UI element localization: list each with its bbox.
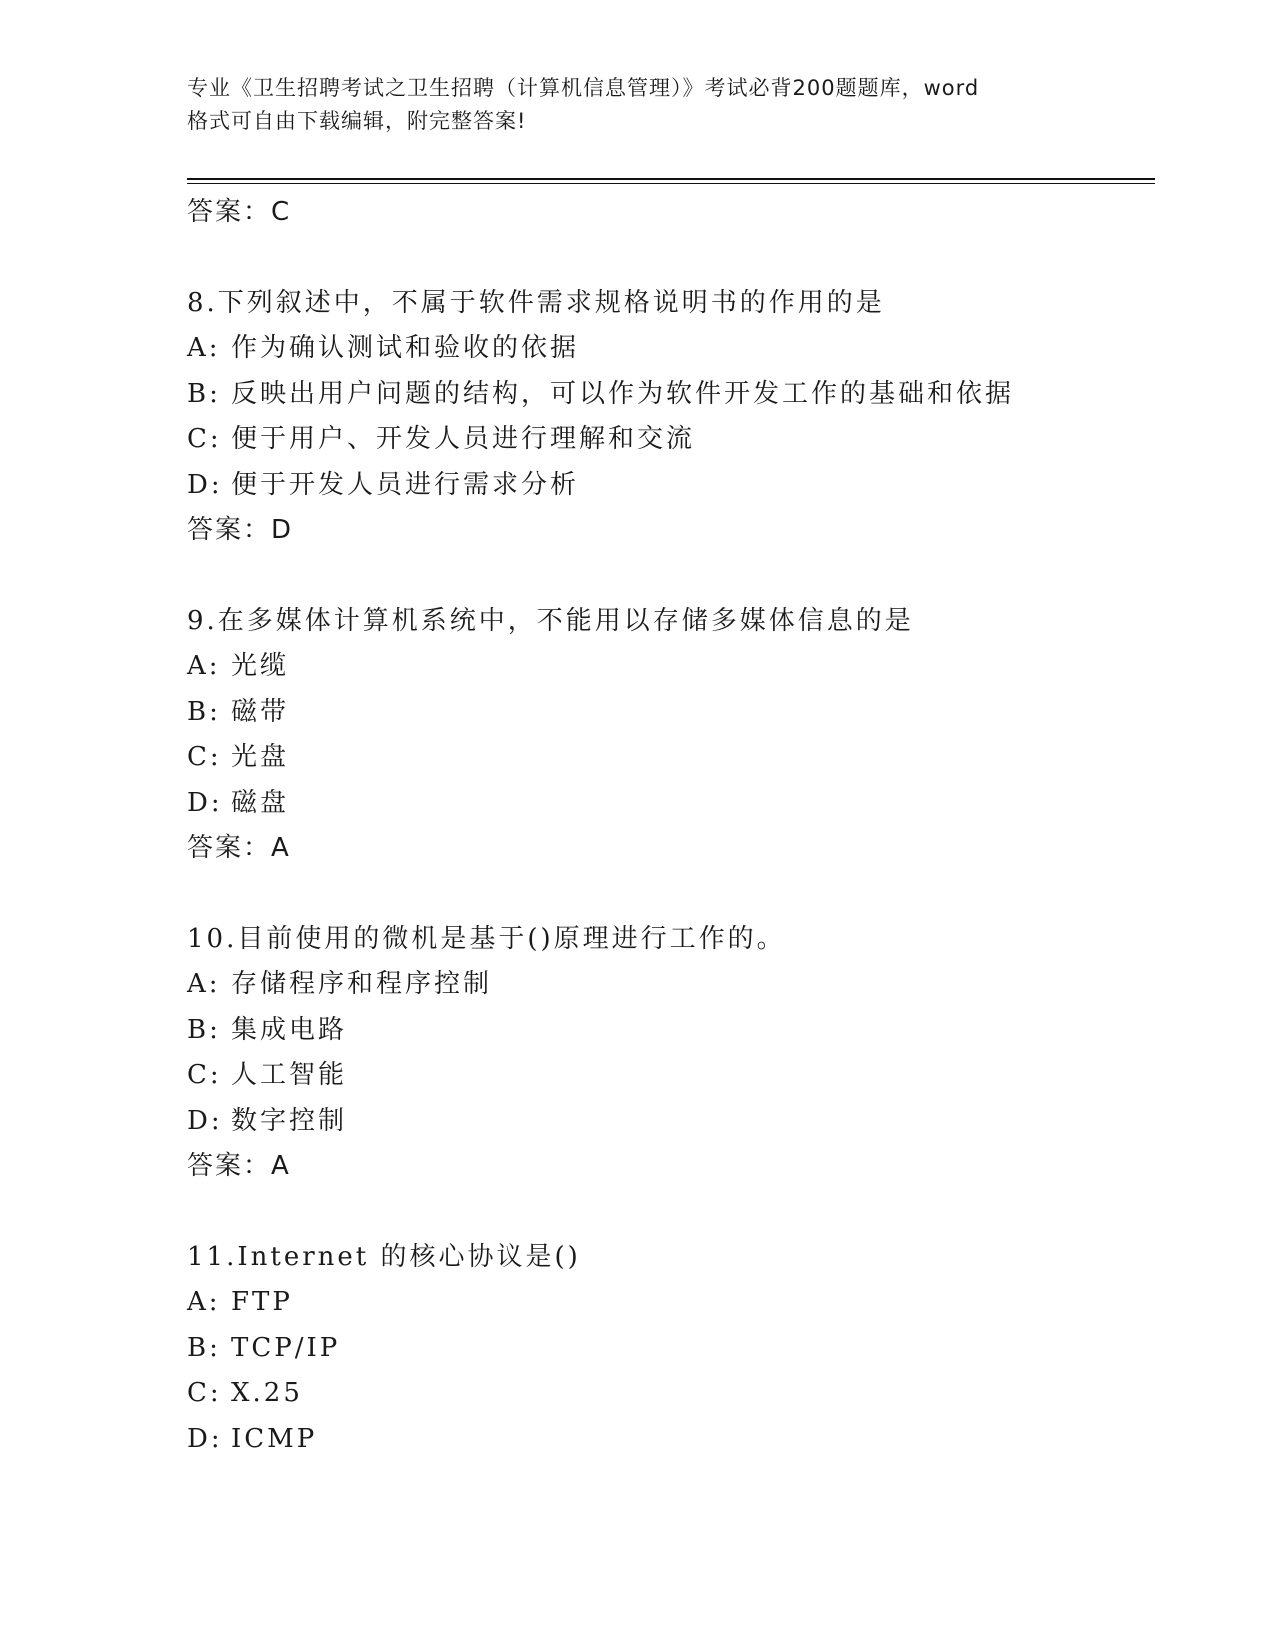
option-label: B:	[187, 1332, 221, 1363]
document-body	[187, 190, 1155, 1462]
option-text: TCP/IP	[231, 1332, 341, 1363]
answer: 答案：A	[187, 833, 291, 863]
option-label: D:	[187, 1423, 223, 1454]
header-divider-thin	[187, 183, 1155, 184]
option-text: 磁带	[231, 696, 290, 727]
header-line-2: 格式可自由下载编辑，附完整答案!	[187, 109, 527, 133]
option-d	[187, 463, 1155, 509]
option-a	[187, 962, 1155, 1008]
option-c	[187, 1371, 1155, 1417]
option-label: D:	[187, 469, 223, 500]
spacer	[187, 554, 1155, 599]
option-label: A:	[187, 333, 221, 363]
spacer	[187, 1190, 1155, 1235]
question-stem: 8.下列叙述中，不属于软件需求规格说明书的作用的是	[187, 287, 885, 318]
document-header	[187, 72, 1087, 138]
option-label: D:	[187, 787, 223, 818]
option-c	[187, 735, 1155, 781]
option-text: 光缆	[231, 651, 290, 681]
option-text: ICMP	[231, 1423, 318, 1454]
spacer	[187, 236, 1155, 281]
option-text: 便于开发人员进行需求分析	[231, 469, 580, 500]
question-stem: 10.目前使用的微机是基于()原理进行工作的。	[187, 923, 786, 954]
option-d	[187, 1417, 1155, 1463]
option-b	[187, 1008, 1155, 1054]
option-text: 光盘	[231, 742, 290, 772]
option-a	[187, 326, 1155, 372]
option-text: X.25	[231, 1378, 303, 1408]
option-label: A:	[187, 651, 221, 681]
header-line-1: 专业《卫生招聘考试之卫生招聘（计算机信息管理）》考试必背200题题库，word	[187, 76, 980, 100]
option-text: 作为确认测试和验收的依据	[231, 333, 580, 363]
option-a	[187, 644, 1155, 690]
option-a	[187, 1280, 1155, 1326]
option-label: D:	[187, 1105, 223, 1136]
option-b	[187, 372, 1155, 418]
option-text: FTP	[231, 1287, 293, 1317]
option-b	[187, 690, 1155, 736]
option-d	[187, 781, 1155, 827]
option-label: A:	[187, 969, 221, 999]
option-b	[187, 1326, 1155, 1372]
option-c	[187, 1053, 1155, 1099]
question-block	[187, 281, 1155, 554]
option-label: B:	[187, 378, 221, 409]
option-label: C:	[187, 424, 222, 454]
option-label: C:	[187, 1378, 222, 1408]
option-label: A:	[187, 1287, 221, 1317]
option-text: 人工智能	[231, 1060, 348, 1090]
option-text: 集成电路	[231, 1014, 348, 1045]
question-stem: 11.Internet 的核心协议是()	[187, 1241, 581, 1272]
option-text: 磁盘	[231, 787, 290, 818]
option-label: C:	[187, 742, 222, 772]
spacer	[187, 872, 1155, 917]
question-block	[187, 599, 1155, 872]
option-c	[187, 417, 1155, 463]
answer: 答案：D	[187, 515, 294, 545]
option-text: 存储程序和程序控制	[231, 969, 493, 999]
option-text: 便于用户、开发人员进行理解和交流	[231, 424, 696, 454]
answer: 答案：A	[187, 1151, 291, 1181]
option-text: 反映出用户问题的结构，可以作为软件开发工作的基础和依据	[231, 378, 1015, 409]
option-label: C:	[187, 1060, 222, 1090]
option-label: B:	[187, 1014, 221, 1045]
option-label: B:	[187, 696, 221, 727]
question-block	[187, 917, 1155, 1190]
previous-answer: 答案：C	[187, 197, 292, 227]
question-stem: 9.在多媒体计算机系统中，不能用以存储多媒体信息的是	[187, 605, 914, 636]
option-d	[187, 1099, 1155, 1145]
option-text: 数字控制	[231, 1105, 348, 1136]
header-divider-thick	[187, 178, 1155, 180]
question-block	[187, 1235, 1155, 1463]
